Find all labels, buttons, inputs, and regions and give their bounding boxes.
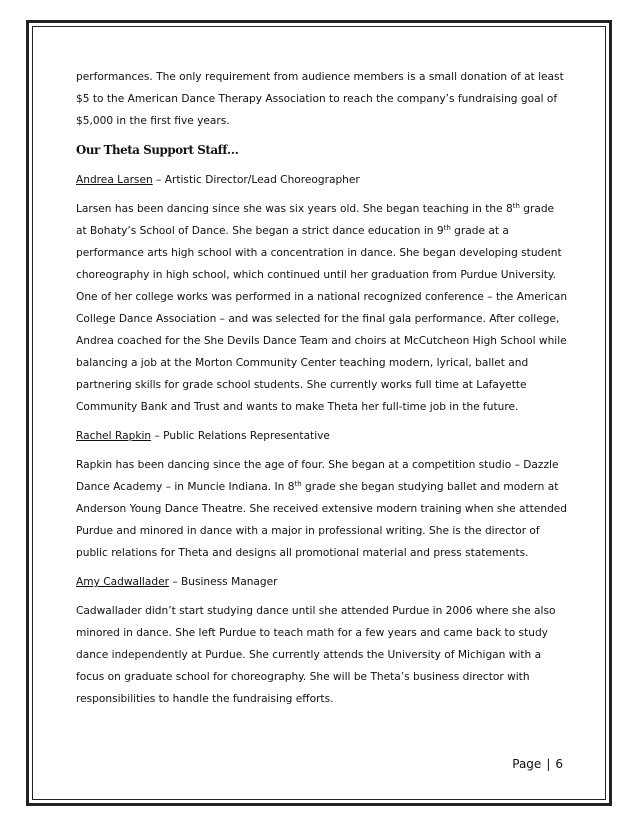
staff-bio-amy <box>76 600 568 710</box>
staff-name: Andrea Larsen <box>76 174 153 186</box>
page-label: Page <box>512 757 542 771</box>
bio-text: grade at a performance arts high school with a concentration in dance. She began developing student choreography in high school, which continued until her graduation from Purdue University. One of her college works was performed in a national recognized conference – the American College Dance Association – and was selected for the final gala performance. After college, Andrea coached for the She Devils Dance Team and choirs at McCutcheon High School while balancing a job at the Morton Community Center teaching modern, lyrical, ballet and partnering skills for grade school students. She currently works full time at Lafayette Community Bank and Trust and wants to make Theta her full-time job in the future. <box>76 225 568 413</box>
page-footer <box>512 757 563 771</box>
ordinal-superscript: th <box>294 480 302 488</box>
staff-title-andrea <box>76 169 568 191</box>
bio-text: grade at Bohaty’s School of Dance. She began a strict dance education in 9 <box>76 203 555 237</box>
staff-role: – Public Relations Representative <box>151 430 330 442</box>
staff-bio-rachel <box>76 454 568 564</box>
staff-bio-andrea <box>76 198 568 418</box>
bio-text: Rapkin has been dancing since the age of four. She began at a competition studio – Dazzle Dance Academy – in Muncie Indiana. In 8 <box>76 459 559 493</box>
staff-title-rachel <box>76 425 568 447</box>
intro-paragraph: performances. The only requirement from audience members is a small donation of at least $5 to the American Dance Therapy Association to reach the company’s fundraising goal of $5,000 in the first five years. <box>76 71 564 127</box>
ordinal-superscript: th <box>443 224 451 232</box>
staff-name: Amy Cadwallader <box>76 576 169 588</box>
bio-text: grade she began studying ballet and modern at Anderson Young Dance Theatre. She received extensive modern training when she attended Purdue and minored in dance with a major in professional writing. She is the director of public relations for Theta and designs all promotional material and press statements. <box>76 481 568 559</box>
bio-text: Cadwallader didn’t start studying dance until she attended Purdue in 2006 where she also minored in dance. She left Purdue to teach math for a few years and came back to study dance independently at Purdue. She currently attends the University of Michigan with a focus on graduate school for choreography. She will be Theta’s business director with responsibilities to handle the fundraising efforts. <box>76 605 556 705</box>
document-body <box>76 66 568 717</box>
staff-role: – Artistic Director/Lead Choreographer <box>152 174 360 186</box>
page-separator: | <box>546 757 551 771</box>
staff-title-amy <box>76 571 568 593</box>
ordinal-superscript: th <box>512 202 520 210</box>
section-heading: Our Theta Support Staff… <box>76 143 239 157</box>
bio-text: Larsen has been dancing since she was six years old. She began teaching in the 8 <box>76 203 513 215</box>
staff-role: – Business Manager <box>168 576 278 588</box>
staff-name: Rachel Rapkin <box>76 430 152 442</box>
page-number: 6 <box>555 757 563 771</box>
